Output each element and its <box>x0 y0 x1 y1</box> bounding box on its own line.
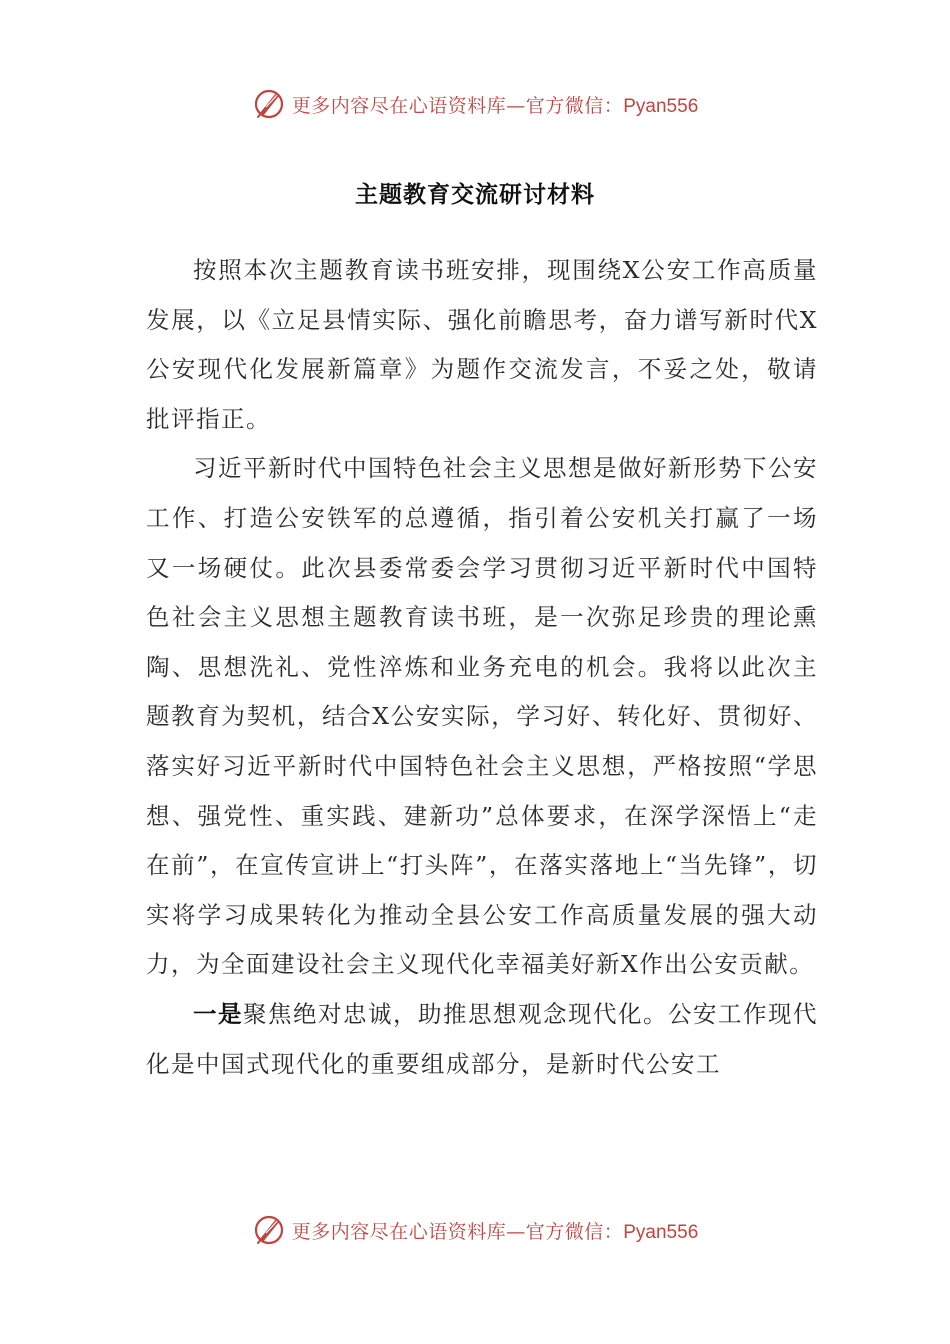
banner-text: 更多内容尽在心语资料库—官方微信：Pyan556 <box>291 1220 699 1243</box>
document-body <box>146 246 818 1089</box>
quill-logo-icon <box>252 1213 286 1247</box>
quill-logo-icon <box>252 87 286 121</box>
wechat-id: Pyan556 <box>623 95 699 117</box>
banner-text: 更多内容尽在心语资料库—官方微信：Pyan556 <box>291 94 699 117</box>
paragraph-lead-bold: 一是 <box>193 999 243 1028</box>
wechat-id: Pyan556 <box>623 1221 699 1243</box>
paragraph-2: 习近平新时代中国特色社会主义思想是做好新形势下公安工作、打造公安铁军的总遵循，指引着公安机关打赢了一场又一场硬仗。此次县委常委会学习贯彻习近平新时代中国特色社会主义思想主题教育读书班，是一次弥足珍贵的理论熏陶、思想洗礼、党性淬炼和业务充电的机会。我将以此次主题教育为契机，结合X公安实际，学习好、转化好、贯彻好、落实好习近平新时代中国特色社会主义思想，严格按照“学思想、强党性、重实践、建新功”总体要求，在深学深悟上“走在前”，在宣传宣讲上“打头阵”，在落实落地上“当先锋”，切实将学习成果转化为推动全县公安工作高质量发展的强大动力，为全面建设社会主义现代化幸福美好新X作出公安贡献。 <box>146 454 818 979</box>
footer-watermark-banner <box>0 1210 950 1250</box>
header-watermark-banner <box>0 84 950 124</box>
document-title: 主题教育交流研讨材料 <box>355 181 595 208</box>
paragraph-3: 一是聚焦绝对忠诚，助推思想观念现代化。公安工作现代化是中国式现代化的重要组成部分，是新时代公安工 <box>146 999 818 1078</box>
paragraph-1: 按照本次主题教育读书班安排，现围绕X公安工作高质量发展，以《立足县情实际、强化前瞻思考，奋力谱写新时代X公安现代化发展新篇章》为题作交流发言，不妥之处，敬请批评指正。 <box>146 256 818 433</box>
